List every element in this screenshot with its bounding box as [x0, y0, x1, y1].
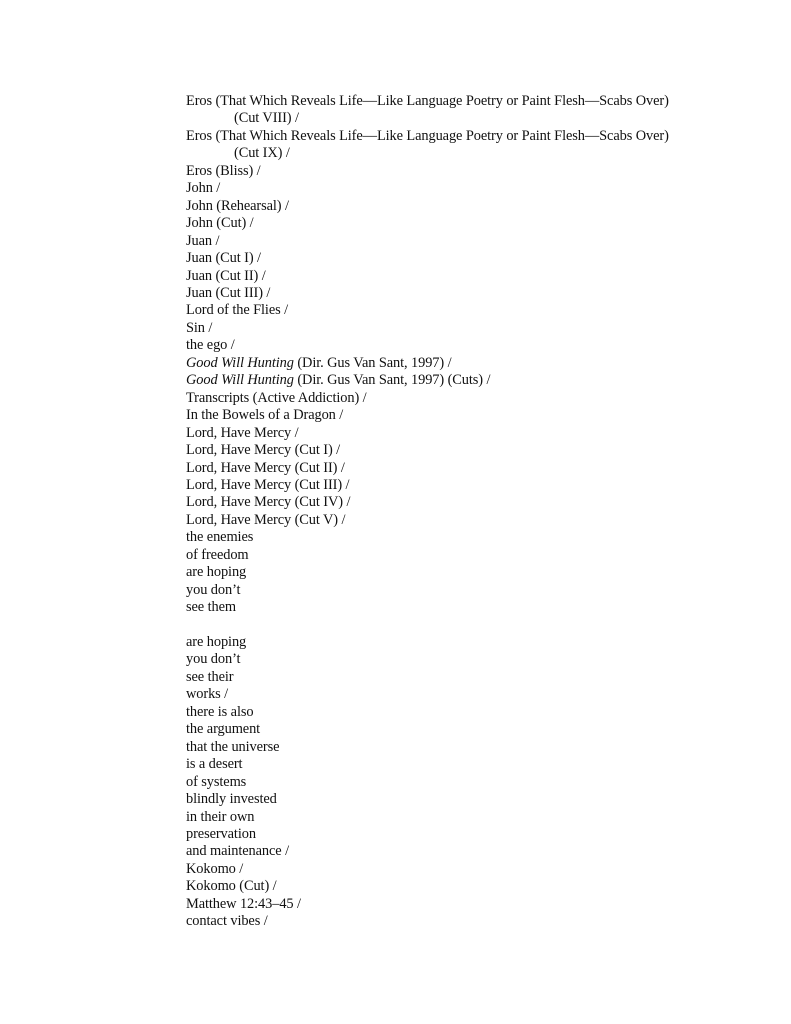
text-line: in their own: [186, 808, 255, 825]
text-line: see their: [186, 668, 234, 685]
text-line: [186, 355, 746, 372]
text-line: works /: [186, 686, 229, 703]
text-line: Lord, Have Mercy (Cut II) /: [186, 459, 345, 476]
text-line: you don’t: [186, 651, 241, 668]
text-line: is a desert: [186, 756, 243, 773]
text-line: the argument: [186, 721, 261, 738]
text-line: Matthew 12:43–45 /: [186, 895, 301, 912]
text-line: Lord, Have Mercy (Cut V) /: [186, 511, 346, 528]
text-line: John (Cut) /: [186, 215, 254, 232]
text-line: Juan (Cut II) /: [186, 267, 266, 284]
text-line: Kokomo (Cut) /: [186, 878, 277, 895]
text-line: blindly invested: [186, 791, 277, 808]
text-line-rest: (Dir. Gus Van Sant, 1997) /: [293, 354, 452, 371]
text-line: preservation: [186, 826, 256, 843]
text-line: John (Rehearsal) /: [186, 197, 289, 214]
text-line: Eros (That Which Reveals Life—Like Language Poetry or Paint Flesh—Scabs Over): [186, 93, 669, 109]
text-line: are hoping: [186, 634, 247, 651]
text-line: there is also: [186, 703, 254, 720]
text-line: you don’t: [186, 581, 241, 598]
text-line: John /: [186, 180, 221, 197]
text-line: Lord, Have Mercy /: [186, 424, 299, 441]
text-line: of systems: [186, 773, 247, 790]
text-line: Lord, Have Mercy (Cut IV) /: [186, 494, 351, 511]
film-title: Good Will Hunting: [186, 372, 294, 389]
text-line: Eros (Bliss) /: [186, 162, 261, 179]
text-line: see them: [186, 599, 236, 616]
text-line: Kokomo /: [186, 860, 244, 877]
text-line: the enemies: [186, 529, 254, 546]
poem-index-list: [186, 93, 746, 931]
text-line: (Cut IX) /: [234, 145, 290, 162]
text-line: Juan /: [186, 232, 220, 249]
text-line: that the universe: [186, 738, 280, 755]
text-line: the ego /: [186, 337, 235, 354]
text-line: and maintenance /: [186, 843, 289, 860]
text-line: In the Bowels of a Dragon /: [186, 407, 344, 424]
text-line: Transcripts (Active Addiction) /: [186, 389, 367, 406]
text-line: [186, 372, 746, 389]
text-line: Juan (Cut I) /: [186, 250, 261, 267]
text-line: Sin /: [186, 319, 213, 336]
text-line: (Cut VIII) /: [234, 110, 299, 127]
text-line: Lord, Have Mercy (Cut I) /: [186, 442, 341, 459]
text-line: of freedom: [186, 546, 249, 563]
text-line: Lord of the Flies /: [186, 302, 289, 319]
text-line: are hoping: [186, 564, 247, 581]
text-line: Lord, Have Mercy (Cut III) /: [186, 476, 350, 493]
text-line-rest: (Dir. Gus Van Sant, 1997) (Cuts) /: [293, 372, 491, 389]
text-line: contact vibes /: [186, 913, 268, 930]
film-title: Good Will Hunting: [186, 354, 294, 371]
text-line: Eros (That Which Reveals Life—Like Language Poetry or Paint Flesh—Scabs Over): [186, 127, 669, 144]
text-line: Juan (Cut III) /: [186, 284, 271, 301]
blank-line: [186, 617, 746, 634]
